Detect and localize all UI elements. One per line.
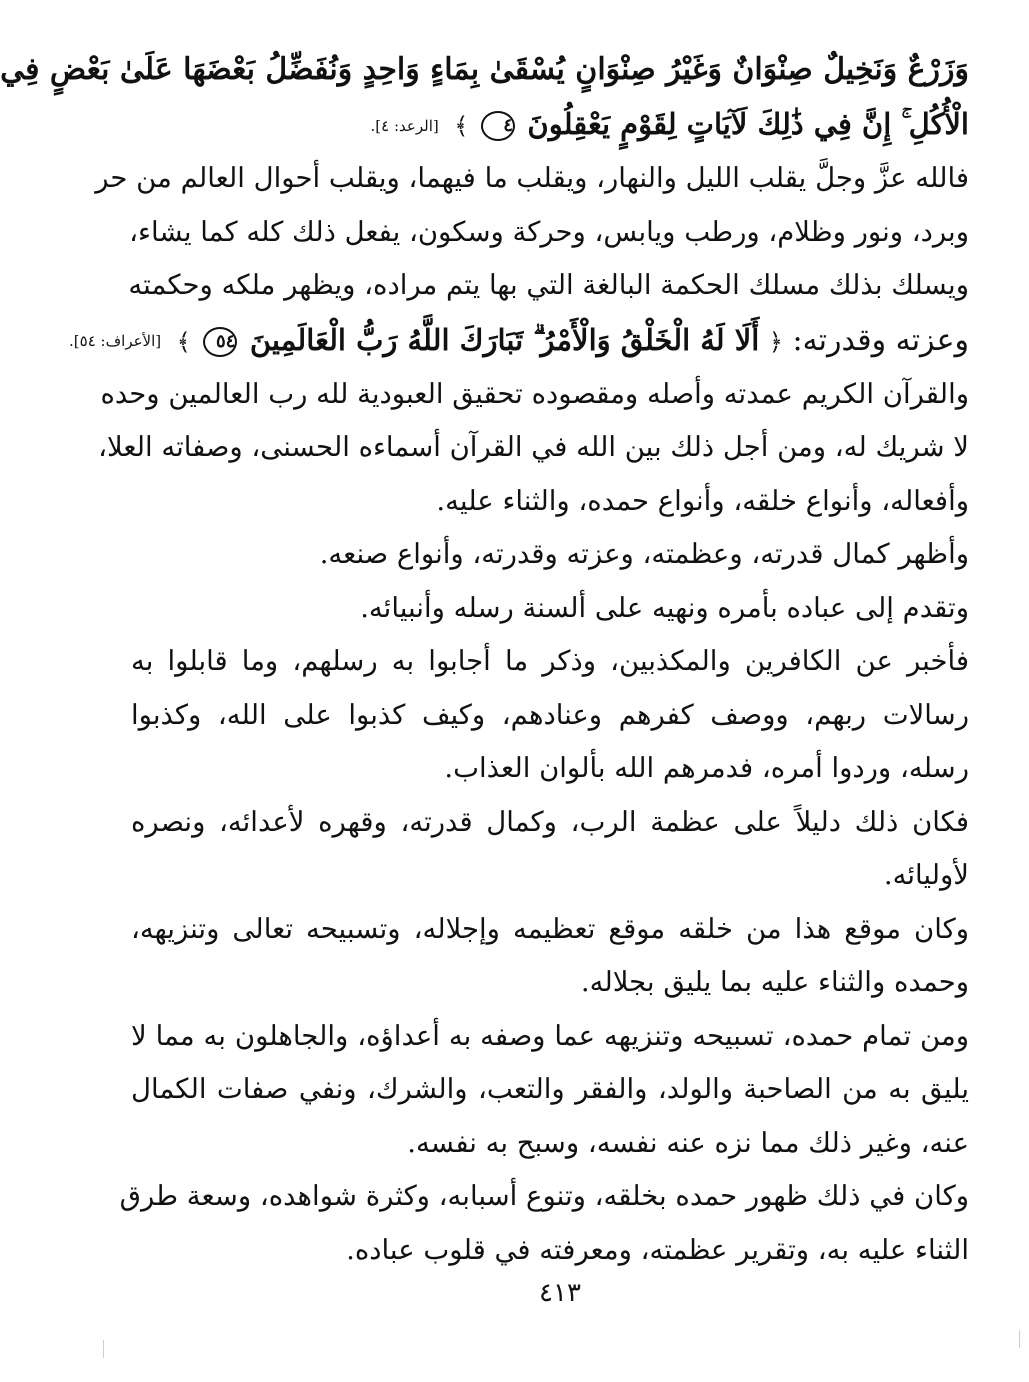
paragraph-line: رسله، وردوا أمره، فدمرهم الله بألوان العذاب. — [444, 752, 969, 784]
verse-close-bracket: ﴾ — [454, 112, 469, 140]
paragraph-line: فكان ذلك دليلاً على عظمة الرب، وكمال قدرته، وقهره لأعدائه، ونصره — [131, 805, 969, 838]
paragraph-line: وبرد، ونور وظلام، ورطب ويابس، وحركة وسكون، يفعل ذلك كله كما يشاء، — [129, 215, 969, 248]
paragraph-line: والقرآن الكريم عمدته وأصله ومقصوده تحقيق العبودية لله رب العالمين وحده — [100, 377, 969, 410]
paragraph-line: لا شريك له، ومن أجل ذلك بين الله في القرآن أسماءه الحسنى، وصفاته العلا، — [98, 431, 969, 463]
verse-reference: [الرعد: ٤]. — [370, 116, 439, 135]
paragraph-line: وأفعاله، وأنواع خلقه، وأنواع حمده، والثناء عليه. — [436, 484, 969, 517]
paragraph-line: ويسلك بذلك مسلك الحكمة البالغة التي بها يتم مراده، ويظهر ملكه وحكمته — [128, 269, 969, 301]
verse-line — [0, 42, 969, 97]
verse-intro: وعزته وقدرته: — [792, 322, 969, 358]
verse-text: أَلَا لَهُ الْخَلْقُ وَالْأَمْرُ ۗ تَبَارَكَ اللَّهُ رَبُّ الْعَالَمِينَ — [249, 322, 760, 357]
paragraph-line: فأخبر عن الكافرين والمكذبين، وذكر ما أجابوا به رسلهم، وما قابلوا به — [131, 645, 969, 677]
paragraph-line: وحمده والثناء عليه بما يليق بجلاله. — [580, 966, 969, 998]
paragraph-line: عنه، وغير ذلك مما نزه عنه نفسه، وسبح به نفسه. — [407, 1126, 969, 1159]
paragraph-line: وكان موقع هذا من خلقه موقع تعظيمه وإجلاله، وتسبيحه تعالى وتنزيهه، — [131, 912, 969, 945]
ayah-number-marker: ٥٤ — [203, 327, 237, 357]
paragraph-line: الثناء عليه به، وتقرير عظمته، ومعرفته في قلوب عباده. — [346, 1233, 969, 1266]
paragraph-line: فالله عزَّ وجلَّ يقلب الليل والنهار، ويقلب ما فيهما، ويقلب أحوال العالم من حر — [95, 162, 969, 194]
paragraph-line: وتقدم إلى عباده بأمره ونهيه على ألسنة رسله وأنبيائه. — [360, 591, 969, 624]
verse-line — [69, 313, 969, 368]
verse-line — [131, 97, 969, 152]
page-number: ٤١٣ — [539, 1278, 581, 1308]
verse-text: وَزَرْعٌ وَنَخِيلٌ صِنْوَانٌ وَغَيْرُ صِنْوَانٍ يُسْقَىٰ بِمَاءٍ وَاحِدٍ وَنُفَضِّلُ بَعْضَهَا عَلَىٰ بَعْضٍ فِي — [0, 52, 969, 87]
verse-reference: [الأعراف: ٥٤]. — [69, 332, 162, 350]
verse-open-bracket: ﴿ — [768, 327, 783, 356]
scan-mark — [1019, 1330, 1020, 1348]
paragraph-line: وكان في ذلك ظهور حمده بخلقه، وتنوع أسبابه، وكثرة شواهده، وسعة طرق — [119, 1180, 969, 1212]
page-body — [0, 42, 969, 1277]
scan-mark — [103, 1340, 104, 1358]
verse-text: الْأُكُلِ ۚ إِنَّ فِي ذَٰلِكَ لَآيَاتٍ لِقَوْمٍ يَعْقِلُونَ — [527, 107, 969, 141]
paragraph-line: لأوليائه. — [883, 859, 969, 891]
paragraph-line: وأظهر كمال قدرته، وعظمته، وعزته وقدرته، وأنواع صنعه. — [319, 538, 969, 570]
paragraph-line: رسالات ربهم، ووصف كفرهم وعنادهم، وكيف كذبوا على الله، وكذبوا — [131, 698, 969, 731]
ayah-number-marker: ٤ — [481, 111, 515, 141]
verse-close-bracket: ﴾ — [176, 327, 191, 356]
paragraph-line: يليق به من الصاحبة والولد، والفقر والتعب، والشرك، ونفي صفات الكمال — [131, 1073, 969, 1105]
paragraph-line: ومن تمام حمده، تسبيحه وتنزيهه عما وصفه به أعداؤه، والجاهلون به مما لا — [131, 1019, 969, 1052]
